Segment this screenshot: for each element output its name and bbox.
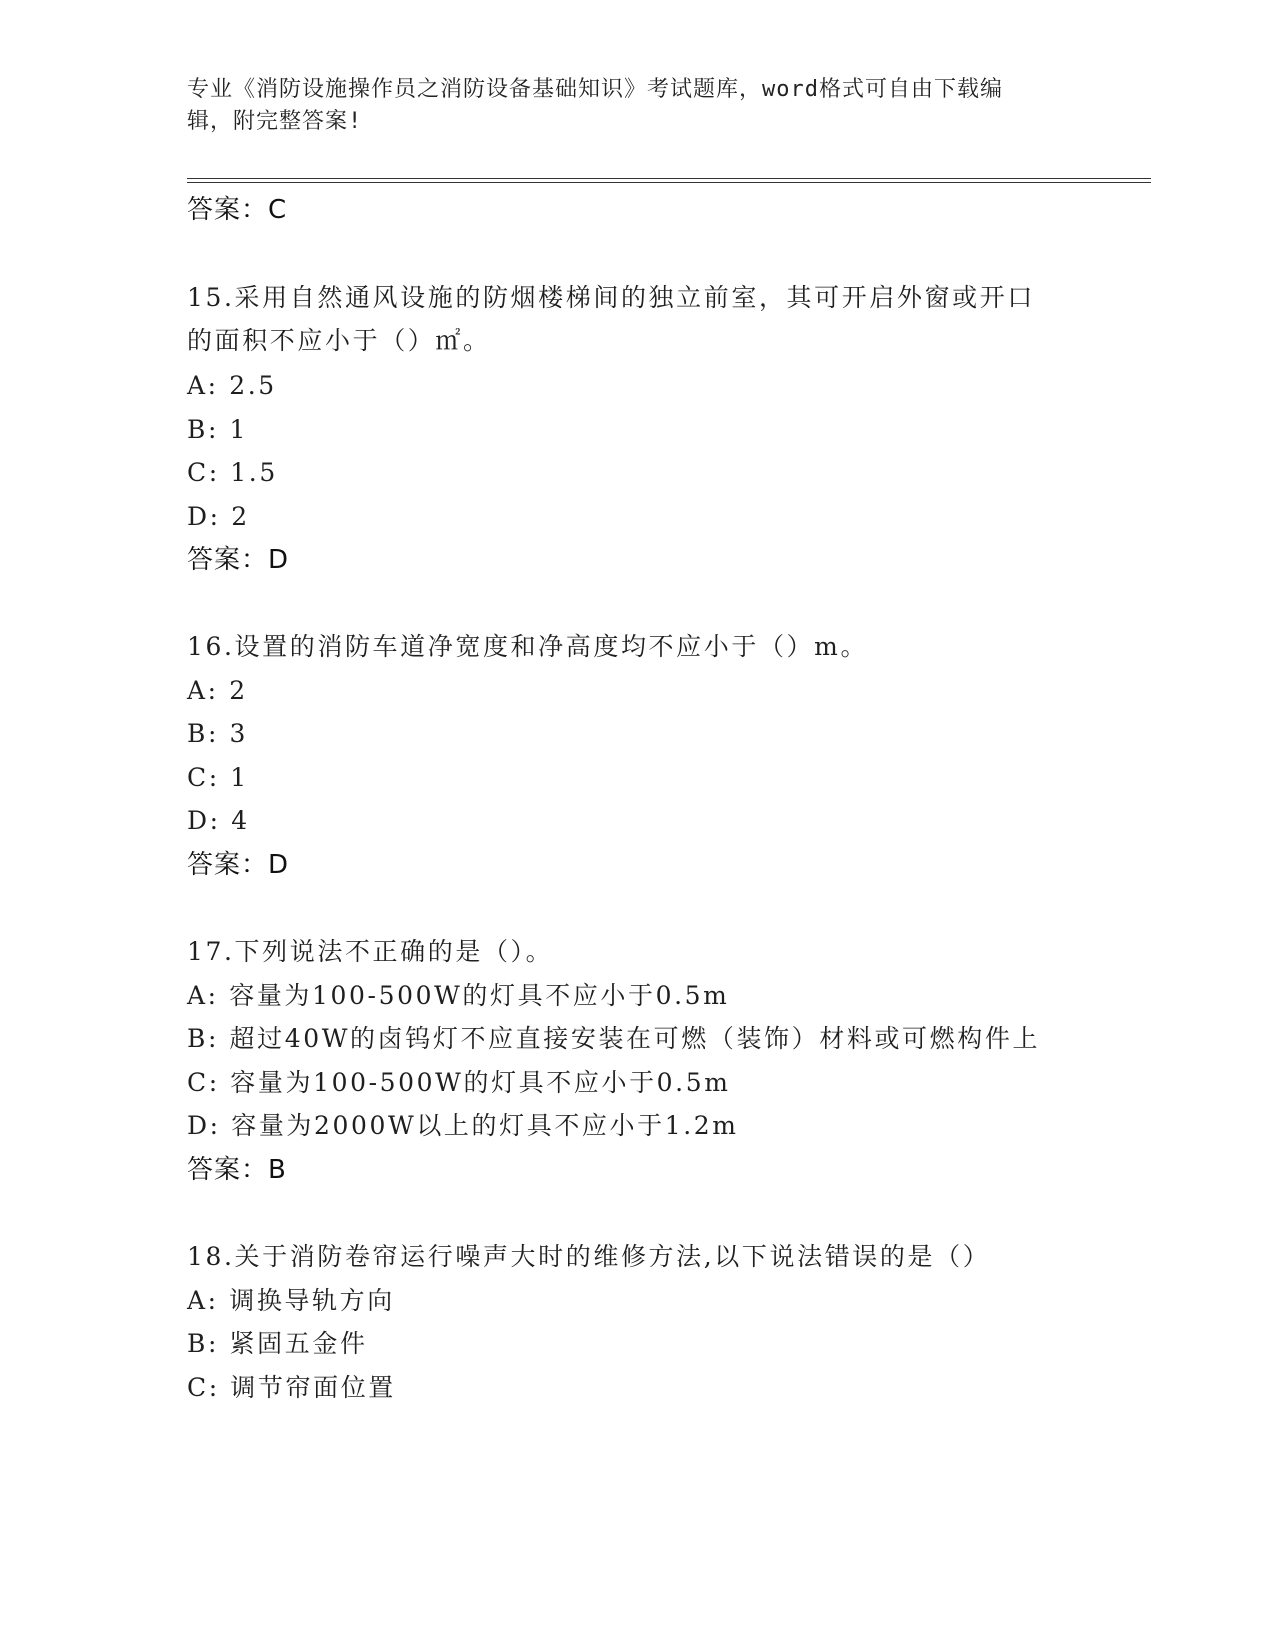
question-16-answer: 答案：D xyxy=(187,850,290,880)
question-15-option-c: C: 1.5 xyxy=(187,458,278,487)
question-16-option-b: B: 3 xyxy=(187,719,249,748)
question-18-option-b: B: 紧固五金件 xyxy=(187,1329,368,1358)
question-16-option-c: C: 1 xyxy=(187,763,249,792)
header-divider-bottom xyxy=(187,182,1151,183)
header-line-1: 专业《消防设施操作员之消防设备基础知识》考试题库，word格式可自由下载编 xyxy=(187,77,1003,102)
question-15-option-a: A: 2.5 xyxy=(187,371,277,400)
question-17-option-b: B: 超过40W的卤钨灯不应直接安装在可燃（装饰）材料或可燃构件上 xyxy=(187,1024,1041,1053)
question-17-stem-line-1: 17.下列说法不正确的是（）。 xyxy=(187,937,554,966)
question-17-option-c: C: 容量为100-500W的灯具不应小于0.5m xyxy=(187,1068,731,1097)
question-15-stem-line-2: 的面积不应小于（）㎡。 xyxy=(187,326,491,355)
question-16-stem-line-1: 16.设置的消防车道净宽度和净高度均不应小于（）m。 xyxy=(187,632,869,661)
question-18-option-a: A: 调换导轨方向 xyxy=(187,1286,395,1315)
question-16-option-d: D: 4 xyxy=(187,806,250,835)
document-header xyxy=(187,74,1077,138)
question-18-option-c: C: 调节帘面位置 xyxy=(187,1373,396,1402)
header-divider-top xyxy=(187,178,1151,179)
question-17-option-d: D: 容量为2000W以上的灯具不应小于1.2m xyxy=(187,1111,739,1140)
question-16-option-a: A: 2 xyxy=(187,676,248,705)
question-15-option-b: B: 1 xyxy=(187,415,249,444)
question-17-answer: 答案：B xyxy=(187,1155,287,1185)
previous-answer: 答案：C xyxy=(187,195,288,225)
question-18-stem-line-1: 18.关于消防卷帘运行噪声大时的维修方法,以下说法错误的是（） xyxy=(187,1242,991,1271)
question-15-answer: 答案：D xyxy=(187,545,290,575)
header-line-2: 辑，附完整答案! xyxy=(187,109,363,134)
question-15-stem-line-1: 15.采用自然通风设施的防烟楼梯间的独立前室，其可开启外窗或开口 xyxy=(187,283,1035,312)
question-15-option-d: D: 2 xyxy=(187,502,250,531)
question-17-option-a: A: 容量为100-500W的灯具不应小于0.5m xyxy=(187,981,730,1010)
